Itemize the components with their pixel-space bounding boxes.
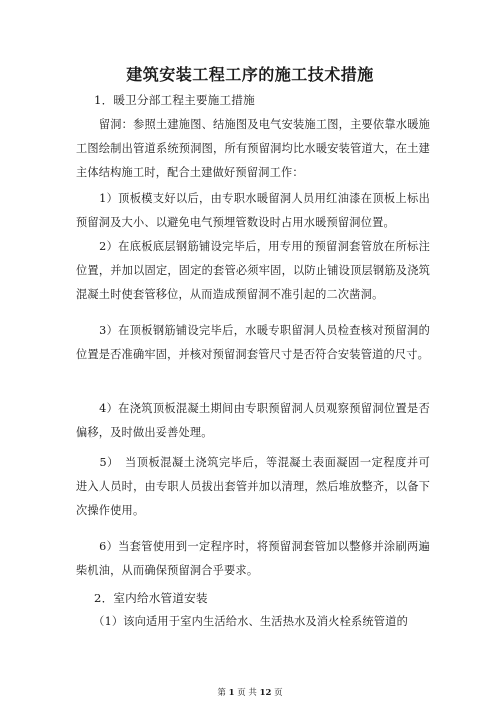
footer-mid: 页 共 xyxy=(237,688,257,698)
paragraph-step-2: 2）在底板底层钢筋铺设完毕后，用专用的预留洞套管放在所标注位置，并加以固定，固定的套管必须牢固，以防止铺设顶层钢筋及浇筑混凝土时使套管移位，从而造成预留洞不准引起的二次凿洞。 xyxy=(76,240,430,301)
section-heading-1: 1．暖卫分部工程主要施工措施 xyxy=(94,93,255,107)
paragraph-step-1: 1）顶板模支好以后，由专职水暖留洞人员用红油漆在顶板上标出预留洞及大小、以避免电气预埋管数设时占用水暖预留洞位置。 xyxy=(76,192,430,229)
section-heading-2: 2．室内给水管道安装 xyxy=(94,591,208,605)
paragraph-water-supply: （1）该向适用于室内生活给水、生活热水及消火栓系统管道的 xyxy=(76,615,408,628)
footer-prefix: 第 xyxy=(217,688,226,698)
document-title: 建筑安装工程工序的施工技术措施 xyxy=(126,65,374,84)
paragraph-step-5: 5） 当顶板混凝土浇筑完毕后，等混凝土表面凝固一定程度并可进入人员时，由专职人员拔出套管并加以清理，然后堆放整齐，以备下次操作使用。 xyxy=(76,456,430,517)
page-footer xyxy=(0,686,500,698)
paragraph-step-6: 6）当套管使用到一定程序时，将预留洞套管加以整修并涂刷两遍柴机油，从而确保预留洞合乎要求。 xyxy=(76,540,430,577)
paragraph-reserved-holes: 留洞：参照土建施图、结施图及电气安装施工图，主要依靠水暖施工图绘制出管道系统预洞图，所有预留洞均比水暖安装管道大，在土建主体结构施工时，配合土建做好预留洞工作： xyxy=(76,118,430,179)
footer-suffix: 页 xyxy=(274,688,283,698)
footer-total-pages: 12 xyxy=(259,688,272,698)
paragraph-step-4: 4）在浇筑顶板混凝土期间由专职预留洞人员观察预留洞位置是否偏移，及时做出妥善处理。 xyxy=(76,402,430,439)
paragraph-step-3: 3）在顶板钢筋铺设完毕后，水暖专职留洞人员检查核对预留洞的位置是否准确牢固，并核对预留洞套管尺寸是否符合安装管道的尺寸。 xyxy=(76,324,430,361)
footer-page-number: 1 xyxy=(228,688,235,698)
